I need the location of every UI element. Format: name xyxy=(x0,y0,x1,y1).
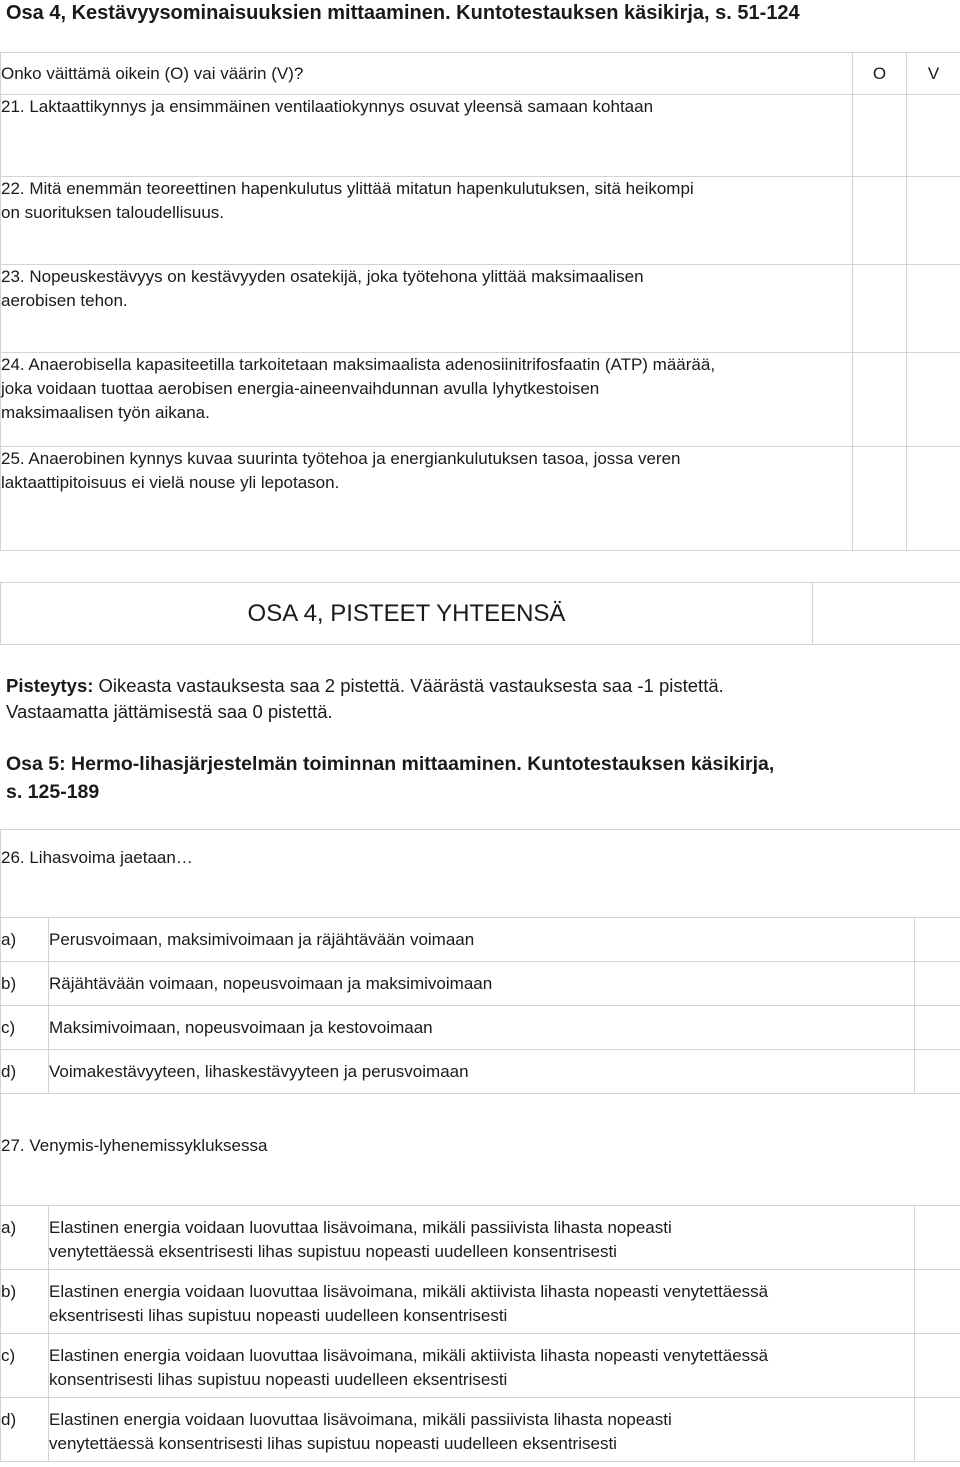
col-header-vaarin: V xyxy=(907,53,960,95)
option-letter: a) xyxy=(1,1206,49,1270)
answer-cell-27-c[interactable] xyxy=(915,1334,960,1398)
option-text: Perusvoimaan, maksimivoimaan ja räjähtävään voimaan xyxy=(49,918,915,962)
answer-cell-26-d[interactable] xyxy=(915,1050,960,1094)
tf-prompt: Onko väittämä oikein (O) vai väärin (V)? xyxy=(1,53,853,95)
total-points-label: OSA 4, PISTEET YHTEENSÄ xyxy=(1,583,813,645)
question-26-table xyxy=(0,829,960,1094)
option-letter: c) xyxy=(1,1006,49,1050)
statement-25: 25. Anaerobinen kynnys kuvaa suurinta työtehoa ja energiankulutuksen tasoa, jossa veren laktaattipitoisuus ei vielä nouse yli lepotason. xyxy=(1,447,853,551)
answer-cell-22-v[interactable] xyxy=(907,177,960,265)
answer-cell-27-d[interactable] xyxy=(915,1398,960,1462)
answer-cell-22-o[interactable] xyxy=(853,177,907,265)
option-text: Elastinen energia voidaan luovuttaa lisävoimana, mikäli passiivista lihasta nopeasti venytettäessä eksentrisesti lihas supistuu nopeasti uudelleen konsentrisesti xyxy=(49,1206,915,1270)
question-27: 27. Venymis-lyhenemissykluksessa xyxy=(1,1094,960,1206)
answer-cell-27-b[interactable] xyxy=(915,1270,960,1334)
scoring-text: Pisteytys: Oikeasta vastauksesta saa 2 pistettä. Väärästä vastauksesta saa -1 pistettä. Vastaamatta jättämisestä saa 0 pistettä. xyxy=(6,675,724,722)
option-letter: d) xyxy=(1,1050,49,1094)
col-header-oikein: O xyxy=(853,53,907,95)
answer-cell-23-o[interactable] xyxy=(853,265,907,353)
option-letter: a) xyxy=(1,918,49,962)
statement-24: 24. Anaerobisella kapasiteetilla tarkoitetaan maksimaalista adenosiinitrifosfaatin (ATP) määrää, joka voidaan tuottaa aerobisen energia-aineenvaihdunnan avulla lyhytkestoisen maksimaalisen työn aikana. xyxy=(1,353,853,447)
answer-cell-26-a[interactable] xyxy=(915,918,960,962)
question-26: 26. Lihasvoima jaetaan… xyxy=(1,830,960,918)
answer-cell-21-v[interactable] xyxy=(907,95,960,177)
answer-cell-25-v[interactable] xyxy=(907,447,960,551)
option-text: Räjähtävään voimaan, nopeusvoimaan ja maksimivoimaan xyxy=(49,962,915,1006)
answer-cell-24-v[interactable] xyxy=(907,353,960,447)
option-text: Elastinen energia voidaan luovuttaa lisävoimana, mikäli aktiivista lihasta nopeasti venytettäessä konsentrisesti lihas supistuu nopeasti uudelleen eksentrisesti xyxy=(49,1334,915,1398)
option-letter: b) xyxy=(1,962,49,1006)
answer-cell-23-v[interactable] xyxy=(907,265,960,353)
total-points-table xyxy=(0,582,960,645)
answer-cell-27-a[interactable] xyxy=(915,1206,960,1270)
question-27-table xyxy=(0,1093,960,1462)
section5-heading: Osa 5: Hermo-lihasjärjestelmän toiminnan mittaaminen. Kuntotestauksen käsikirja, s. 125-189 xyxy=(6,753,775,803)
option-text: Maksimivoimaan, nopeusvoimaan ja kestovoimaan xyxy=(49,1006,915,1050)
answer-cell-25-o[interactable] xyxy=(853,447,907,551)
option-text: Elastinen energia voidaan luovuttaa lisävoimana, mikäli passiivista lihasta nopeasti venytettäessä konsentrisesti lihas supistuu nopeasti uudelleen eksentrisesti xyxy=(49,1398,915,1462)
statement-23: 23. Nopeuskestävyys on kestävyyden osatekijä, joka työtehona ylittää maksimaalisen aerobisen tehon. xyxy=(1,265,853,353)
statement-22: 22. Mitä enemmän teoreettinen hapenkulutus ylittää mitatun hapenkulutuksen, sitä heikompi on suorituksen taloudellisuus. xyxy=(1,177,853,265)
page-title: Osa 4, Kestävyysominaisuuksien mittaaminen. Kuntotestauksen käsikirja, s. 51-124 xyxy=(6,2,800,24)
option-letter: c) xyxy=(1,1334,49,1398)
scoring-label: Pisteytys: xyxy=(6,675,94,696)
statement-21: 21. Laktaattikynnys ja ensimmäinen ventilaatiokynnys osuvat yleensä samaan kohtaan xyxy=(1,95,853,177)
option-text: Elastinen energia voidaan luovuttaa lisävoimana, mikäli aktiivista lihasta nopeasti venytettäessä eksentrisesti lihas supistuu nopeasti uudelleen konsentrisesti xyxy=(49,1270,915,1334)
answer-cell-21-o[interactable] xyxy=(853,95,907,177)
true-false-table xyxy=(0,52,960,551)
answer-cell-24-o[interactable] xyxy=(853,353,907,447)
option-text: Voimakestävyyteen, lihaskestävyyteen ja perusvoimaan xyxy=(49,1050,915,1094)
option-letter: d) xyxy=(1,1398,49,1462)
answer-cell-26-c[interactable] xyxy=(915,1006,960,1050)
answer-cell-26-b[interactable] xyxy=(915,962,960,1006)
total-points-input[interactable] xyxy=(813,583,960,645)
option-letter: b) xyxy=(1,1270,49,1334)
